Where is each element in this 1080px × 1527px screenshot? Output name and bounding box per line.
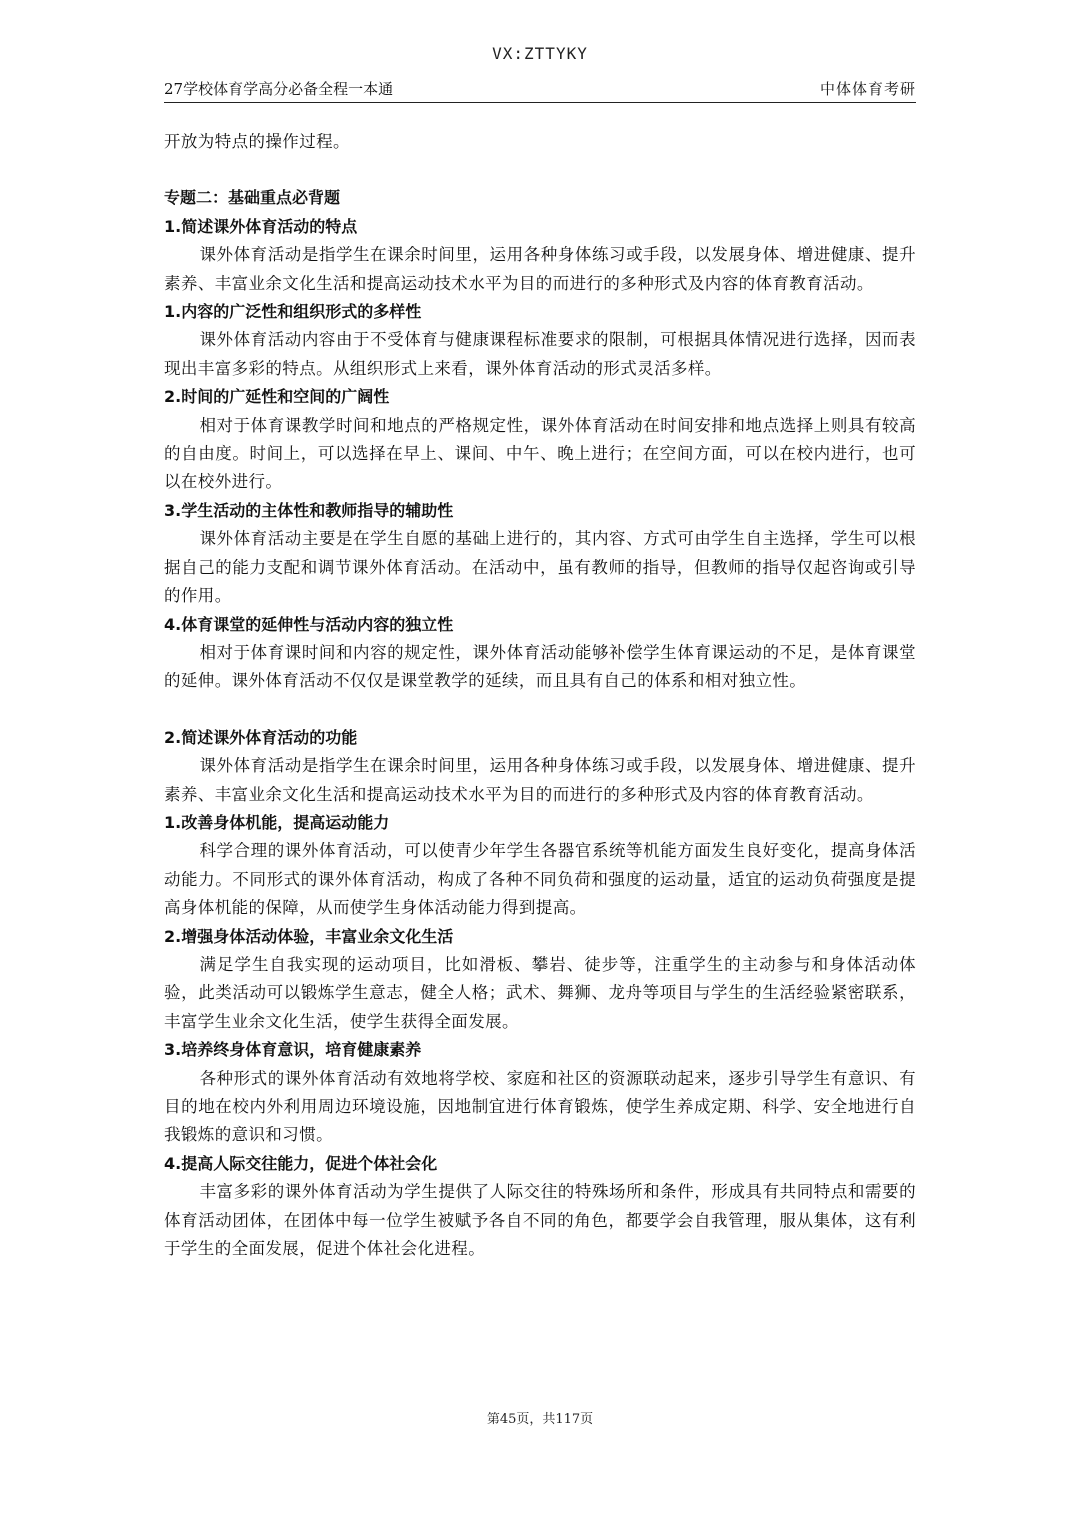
question-1-intro: 课外体育活动是指学生在课余时间里，运用各种身体练习或手段，以发展身体、增进健康、提升素养、丰富业余文化生活和提高运动技术水平为目的而进行的多种形式及内容的体育教育活动。 xyxy=(164,245,916,293)
question-2-title: 2.简述课外体育活动的功能 xyxy=(164,727,358,747)
book-title: 27学校体育学高分必备全程一本通 xyxy=(164,80,394,98)
page-body xyxy=(164,128,916,1263)
question-1-section xyxy=(164,213,916,696)
page-number: 第45页，共117页 xyxy=(486,1412,594,1427)
q2-point-4-title: 4.提高人际交往能力，促进个体社会化 xyxy=(164,1153,438,1173)
q2-point-1-title: 1.改善身体机能，提高运动能力 xyxy=(164,812,390,832)
question-2-section xyxy=(164,724,916,1264)
watermark: VX:ZTTYKY xyxy=(492,44,588,63)
question-1-title: 1.简述课外体育活动的特点 xyxy=(164,216,358,236)
q1-point-2-title: 2.时间的广延性和空间的广阔性 xyxy=(164,387,390,407)
q1-point-3-title: 3.学生活动的主体性和教师指导的辅助性 xyxy=(164,500,454,520)
publisher-name: 中体体育考研 xyxy=(819,80,916,98)
q2-point-4-text: 丰富多彩的课外体育活动为学生提供了人际交往的特殊场所和条件，形成具有共同特点和需要的体育活动团体，在团体中每一位学生被赋予各自不同的角色，都要学会自我管理，服从集体，这有利于学生的全面发展，促进个体社会化进程。 xyxy=(164,1182,916,1259)
q1-point-4-text: 相对于体育课时间和内容的规定性，课外体育活动能够补偿学生体育课运动的不足，是体育课堂的延伸。课外体育活动不仅仅是课堂教学的延续，而且具有自己的体系和相对独立性。 xyxy=(164,642,916,691)
q1-point-4-title: 4.体育课堂的延伸性与活动内容的独立性 xyxy=(164,614,454,634)
q2-point-3-title: 3.培养终身体育意识，培育健康素养 xyxy=(164,1040,422,1060)
question-2-intro: 课外体育活动是指学生在课余时间里，运用各种身体练习或手段，以发展身体、增进健康、提升素养、丰富业余文化生活和提高运动技术水平为目的而进行的多种形式及内容的体育教育活动。 xyxy=(164,756,916,804)
running-header xyxy=(164,76,916,103)
q1-point-3-text: 课外体育活动主要是在学生自愿的基础上进行的，其内容、方式可由学生自主选择，学生可以根据自己的能力支配和调节课外体育活动。在活动中，虽有教师的指导，但教师的指导仅起咨询或引导的作用。 xyxy=(164,529,916,606)
q2-point-1-text: 科学合理的课外体育活动，可以使青少年学生各器官系统等机能方面发生良好变化，提高身体活动能力。不同形式的课外体育活动，构成了各种不同负荷和强度的运动量，适宜的运动负荷强度是提高身体机能的保障，从而使学生身体活动能力得到提高。 xyxy=(164,841,916,918)
q2-point-3-text: 各种形式的课外体育活动有效地将学校、家庭和社区的资源联动起来，逐步引导学生有意识、有目的地在校内外利用周边环境设施，因地制宜进行体育锻炼，使学生养成定期、科学、安全地进行自我锻炼的意识和习惯。 xyxy=(164,1068,916,1145)
q1-point-1-title: 1.内容的广泛性和组织形式的多样性 xyxy=(164,302,422,322)
q2-point-2-text: 满足学生自我实现的运动项目，比如滑板、攀岩、徒步等，注重学生的主动参与和身体活动体验，此类活动可以锻炼学生意志，健全人格；武术、舞狮、龙舟等项目与学生的生活经验紧密联系，丰富学生业余文化生活，使学生获得全面发展。 xyxy=(164,954,916,1031)
q1-point-1-text: 课外体育活动内容由于不受体育与健康课程标准要求的限制，可根据具体情况进行选择，因而表现出丰富多彩的特点。从组织形式上来看，课外体育活动的形式灵活多样。 xyxy=(164,330,916,378)
q2-point-2-title: 2.增强身体活动体验，丰富业余文化生活 xyxy=(164,926,454,946)
topic-heading: 专题二：基础重点必背题 xyxy=(164,188,341,208)
carry-over-paragraph: 开放为特点的操作过程。 xyxy=(164,132,350,151)
q1-point-2-text: 相对于体育课教学时间和地点的严格规定性，课外体育活动在时间安排和地点选择上则具有较高的自由度。时间上，可以选择在早上、课间、中午、晚上进行；在空间方面，可以在校内进行，也可以在校外进行。 xyxy=(164,415,916,492)
